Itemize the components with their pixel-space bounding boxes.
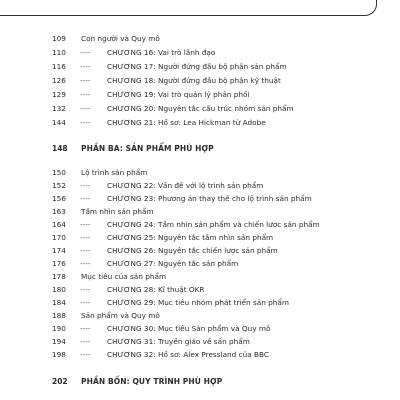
page-number: 194 [52,337,66,347]
page-number: 180 [52,285,66,295]
chapter-title: CHƯƠNG 23: Phương án thay thế cho lộ trình sản phẩm [107,194,312,204]
section-title: Con người và Quy mô [81,34,160,44]
page-number: 178 [52,272,66,282]
chapter-title: CHƯƠNG 32: Hồ sơ: Alex Pressland của BBC [107,350,270,360]
page-number: 156 [52,194,66,204]
leader-dashes: ---- [80,48,91,58]
leader-dashes: ---- [80,246,91,256]
page-number: 188 [52,311,66,321]
leader-dashes: ---- [80,62,91,72]
leader-dashes: ---- [80,233,91,243]
leader-dashes: ---- [80,104,91,114]
page-number: 150 [52,168,66,178]
page-number: 170 [52,233,66,243]
leader-dashes: ---- [80,337,91,347]
page-number: 190 [52,324,66,334]
page-number: 164 [52,220,66,230]
chapter-title: CHƯƠNG 24: Tầm nhìn sản phẩm và chiến lược sản phẩm [107,220,320,230]
page-number: 144 [52,118,66,128]
leader-dashes: ---- [80,181,91,191]
leader-dashes: ---- [80,76,91,86]
page-number: 176 [52,259,66,269]
section-title: Tầm nhìn sản phẩm [81,207,154,217]
page-number: 184 [52,298,66,308]
chapter-title: CHƯƠNG 20: Nguyên tắc cấu trúc nhóm sản phẩm [107,104,294,114]
leader-dashes: ---- [80,90,91,100]
chapter-title: CHƯƠNG 25: Nguyên tắc tầm nhìn sản phẩm [107,233,274,243]
chapter-title: CHƯƠNG 19: Vai trò quản lý phân phối [107,90,250,100]
chapter-title: CHƯƠNG 31: Truyền giáo về sản phẩm [107,337,250,347]
section-title: Mục tiêu của sản phẩm [81,272,167,282]
chapter-title: CHƯƠNG 27: Nguyên tắc sản phẩm [107,259,239,269]
part-title: PHẦN BA: SẢN PHẨM PHÙ HỢP [81,144,214,154]
chapter-title: CHƯƠNG 21: Hồ sơ: Lea Hickman từ Adobe [107,118,266,128]
page-number: 163 [52,207,66,217]
chapter-title: CHƯƠNG 28: Kĩ thuật OKR [107,285,205,295]
page-number: 129 [52,90,66,100]
chapter-title: CHƯƠNG 30: Mục tiêu Sản phẩm và Quy mô [107,324,271,334]
chapter-title: CHƯƠNG 17: Người đứng đầu bộ phận sản phẩm [107,62,287,72]
leader-dashes: ---- [80,194,91,204]
chapter-title: CHƯƠNG 18: Người đứng đầu bộ phận kỹ thuật [107,76,281,86]
page-number: 148 [52,144,68,154]
page-number: 152 [52,181,66,191]
leader-dashes: ---- [80,118,91,128]
leader-dashes: ---- [80,259,91,269]
page-number: 109 [52,34,66,44]
page-number: 174 [52,246,66,256]
chapter-title: CHƯƠNG 16: Vai trò lãnh đạo [107,48,216,58]
page-number: 110 [52,48,66,58]
page-number: 202 [52,377,68,387]
page-number: 126 [52,76,66,86]
chapter-title: CHƯƠNG 29: Mục tiêu nhóm phát triển sản phẩm [107,298,289,308]
page-number: 116 [52,62,66,72]
page-number: 132 [52,104,66,114]
leader-dashes: ---- [80,324,91,334]
part-title: PHẦN BỐN: QUY TRÌNH PHÙ HỢP [81,377,223,387]
chapter-title: CHƯƠNG 26: Nguyên tắc chiến lược sản phẩm [107,246,278,256]
section-title: Sản phẩm và Quy mô [81,311,160,321]
section-title: Lộ trình sản phẩm [81,168,148,178]
leader-dashes: ---- [80,298,91,308]
leader-dashes: ---- [80,285,91,295]
page-number: 198 [52,350,66,360]
leader-dashes: ---- [80,350,91,360]
chapter-title: CHƯƠNG 22: Vấn đề với lộ trình sản phẩm [107,181,264,191]
leader-dashes: ---- [80,220,91,230]
